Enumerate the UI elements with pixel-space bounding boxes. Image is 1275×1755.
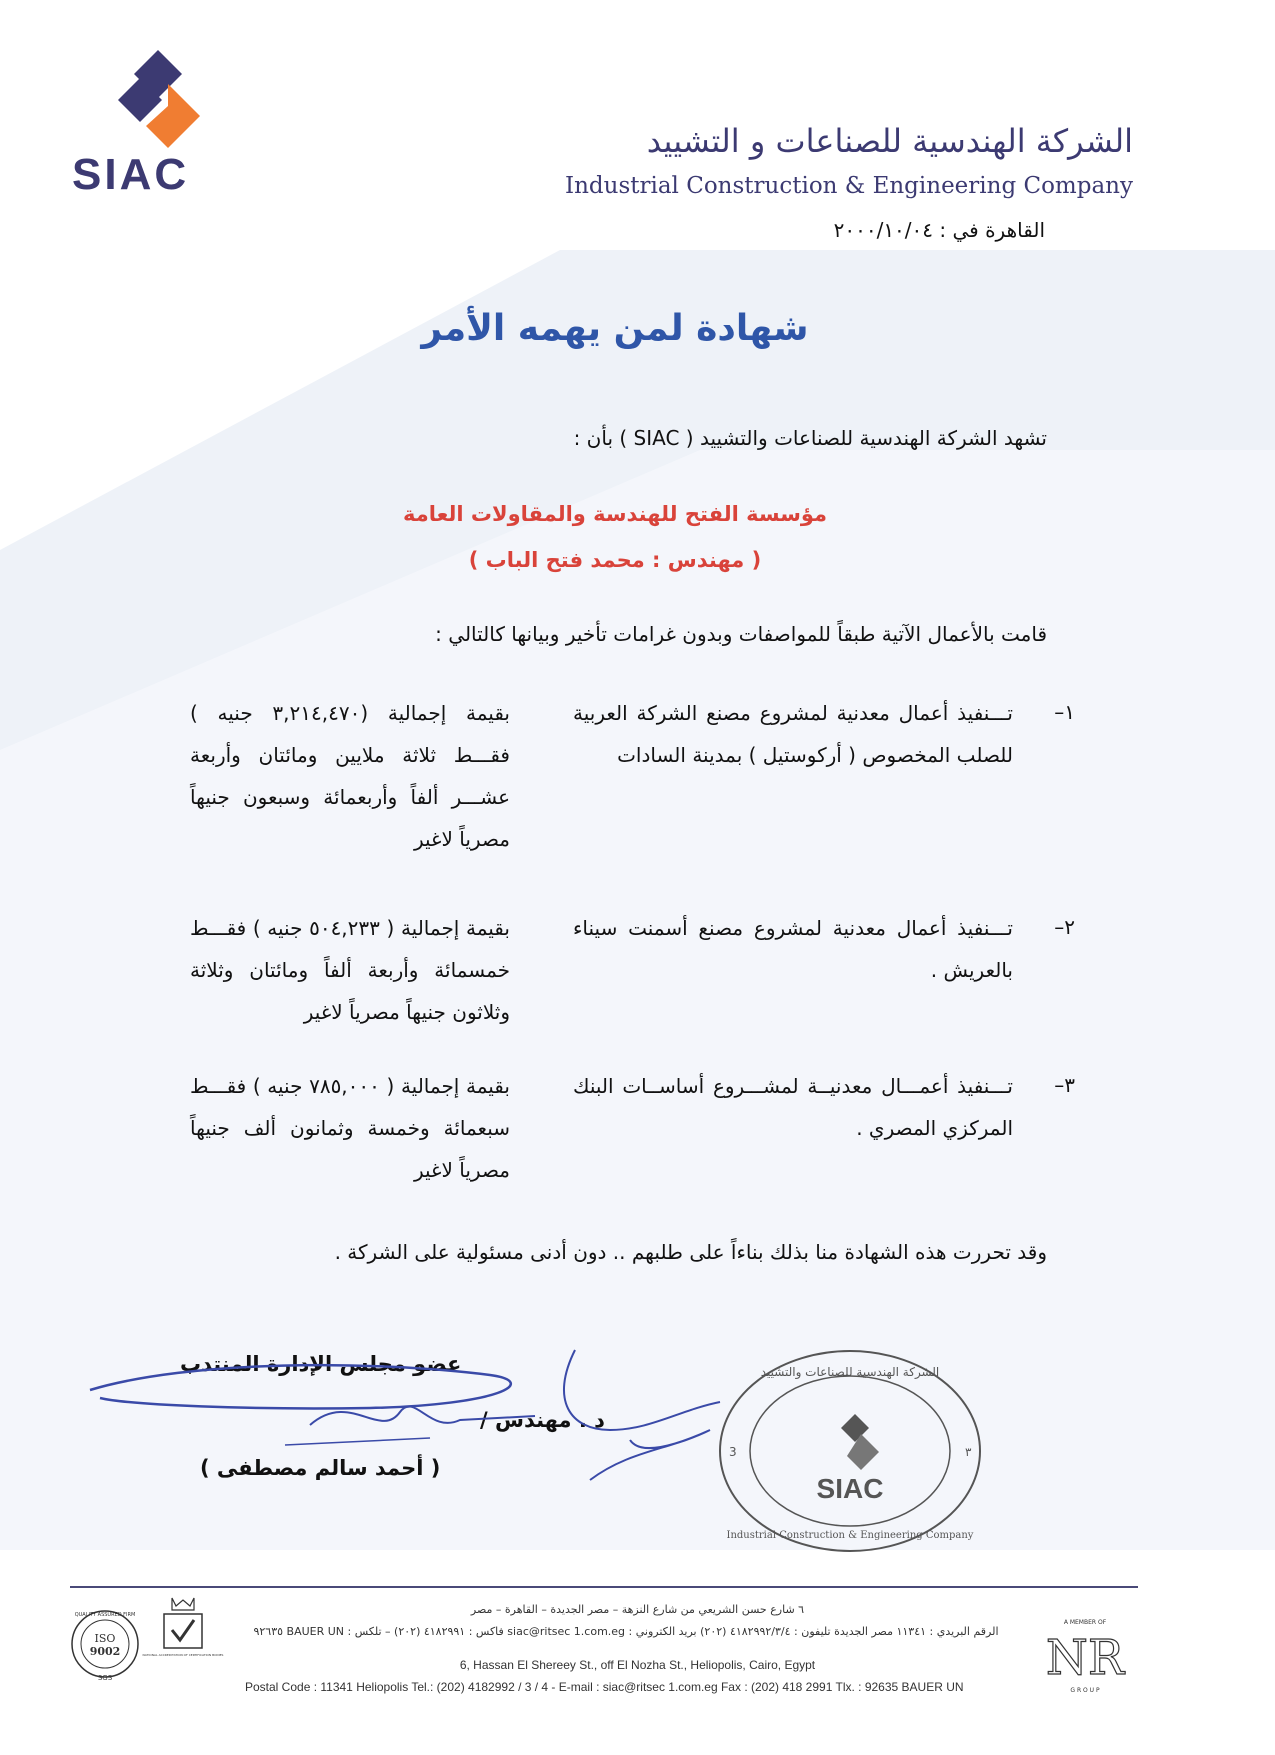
logo-text: SIAC xyxy=(72,150,190,199)
company-stamp xyxy=(715,1346,985,1556)
nacb-text: NATIONAL ACCREDITATION OF CERTIFICATION BODIES xyxy=(142,1653,224,1657)
recipient-engineer: ( مهندس : محمد فتح الباب ) xyxy=(468,548,762,572)
intro-line: تشهد الشركة الهندسية للصناعات والتشييد ( SIAC ) بأن : xyxy=(573,426,1047,450)
footer-contact-english: Postal Code : 11341 Heliopolis Tel.: (202) 4182992 / 3 / 4 - E-mail : siac@ritsec 1.com.eg Fax : (202) 418 2991 Tlx. : 92635 BAUER UN xyxy=(245,1680,964,1694)
stamp-logo-text: SIAC xyxy=(816,1473,884,1504)
stamp-bottom-text: Industrial Construction & Engineering Company xyxy=(726,1530,974,1541)
item-description: تـــنفيذ أعمال معدنية لمشروع مصنع الشركة العربية للصلب المخصوص ( أركوستيل ) بمدينة السادات xyxy=(573,701,1013,767)
company-name-arabic: الشركة الهندسية للصناعات و التشييد xyxy=(646,122,1133,160)
nr-group-text: G R O U P xyxy=(1070,1687,1100,1694)
iso-ring-text: QUALITY ASSURED FIRM xyxy=(74,1612,136,1618)
date-line: القاهرة في : ٢٠٠٠/١٠/٠٤ xyxy=(833,218,1045,242)
footer-divider xyxy=(70,1586,1138,1588)
iso-sgs-text: SGS xyxy=(97,1674,113,1682)
signatory-role: د . مهندس / xyxy=(480,1408,605,1432)
item-value: بقيمة إجمالية ( ٧٨٥,٠٠٠ جنيه ) فقـــط سبعمائة وخمسة وثمانون ألف جنيهاً مصرياً لاغير xyxy=(190,1074,510,1182)
stamp-left-number: 3 xyxy=(729,1445,737,1459)
iso-label: ISO xyxy=(94,1632,116,1645)
stamp-top-text: الشركة الهندسية للصناعات والتشييد xyxy=(760,1365,940,1379)
nr-logo-text: NR xyxy=(1045,1630,1125,1686)
nr-group-logo-icon xyxy=(1040,1606,1140,1696)
signatory-title: عضو مجلس الإدارة المنتدب xyxy=(180,1352,462,1376)
item-number: ١– xyxy=(1054,700,1075,724)
iso-number: 9002 xyxy=(89,1645,121,1658)
siac-logo-icon xyxy=(110,48,210,148)
item-description: تـــنفيذ أعمـــال معدنيــة لمشـــروع أساســات البنك المركزي المصري . xyxy=(573,1074,1013,1140)
item-description: تـــنفيذ أعمال معدنية لمشروع مصنع أسمنت سيناء بالعريش . xyxy=(573,916,1013,982)
recipient-org: مؤسسة الفتح للهندسة والمقاولات العامة xyxy=(402,502,828,526)
company-name-english: Industrial Construction & Engineering Company xyxy=(565,173,1133,199)
item-number: ٢– xyxy=(1054,915,1075,939)
stamp-right-number: ٣ xyxy=(965,1445,972,1459)
footer-address-english: 6, Hassan El Shereey St., off El Nozha St., Heliopolis, Cairo, Egypt xyxy=(459,1658,816,1672)
signatory-name: ( أحمد سالم مصطفى ) xyxy=(200,1456,441,1480)
body-line: قامت بالأعمال الآتية طبقاً للمواصفات وبدون غرامات تأخير وبيانها كالتالي : xyxy=(435,622,1047,646)
certificate-title: شهادة لمن يهمه الأمر xyxy=(421,308,809,349)
item-value: بقيمة إجمالية (٣,٢١٤,٤٧٠ جنيه ) فقـــط ثلاثة ملايين ومائتان وأربعة عشـــر ألفاً وأربعمائة وسبعون جنيهاً مصرياً لاغير xyxy=(190,701,510,851)
footer-address-arabic: ٦ شارع حسن الشريعي من شارع النزهة – مصر الجديدة – القاهرة – مصر xyxy=(470,1603,805,1616)
item-value: بقيمة إجمالية ( ٥٠٤,٢٣٣ جنيه ) فقـــط خمسمائة وأربعة ألفاً ومائتان وثلاثة وثلاثون جنيهاً مصرياً لاغير xyxy=(190,916,510,1024)
footer-contact-arabic: الرقم البريدي : ١١٣٤١ مصر الجديدة تليفون : ٤١٨٢٩٩٢/٣/٤ (٢٠٢) بريد الكتروني : siac@ritsec 1.com.eg فاكس : ٤١٨٢٩٩١ (٢٠٢) – تلكس : BAUER UN ٩٢٦٣٥ xyxy=(253,1625,999,1638)
item-number: ٣– xyxy=(1054,1073,1075,1097)
nr-member-text: A MEMBER OF xyxy=(1063,1619,1107,1626)
closing-line: وقد تحررت هذه الشهادة منا بذلك بناءاً على طلبهم .. دون أدنى مسئولية على الشركة . xyxy=(334,1240,1047,1264)
handwritten-signature xyxy=(70,1330,730,1480)
